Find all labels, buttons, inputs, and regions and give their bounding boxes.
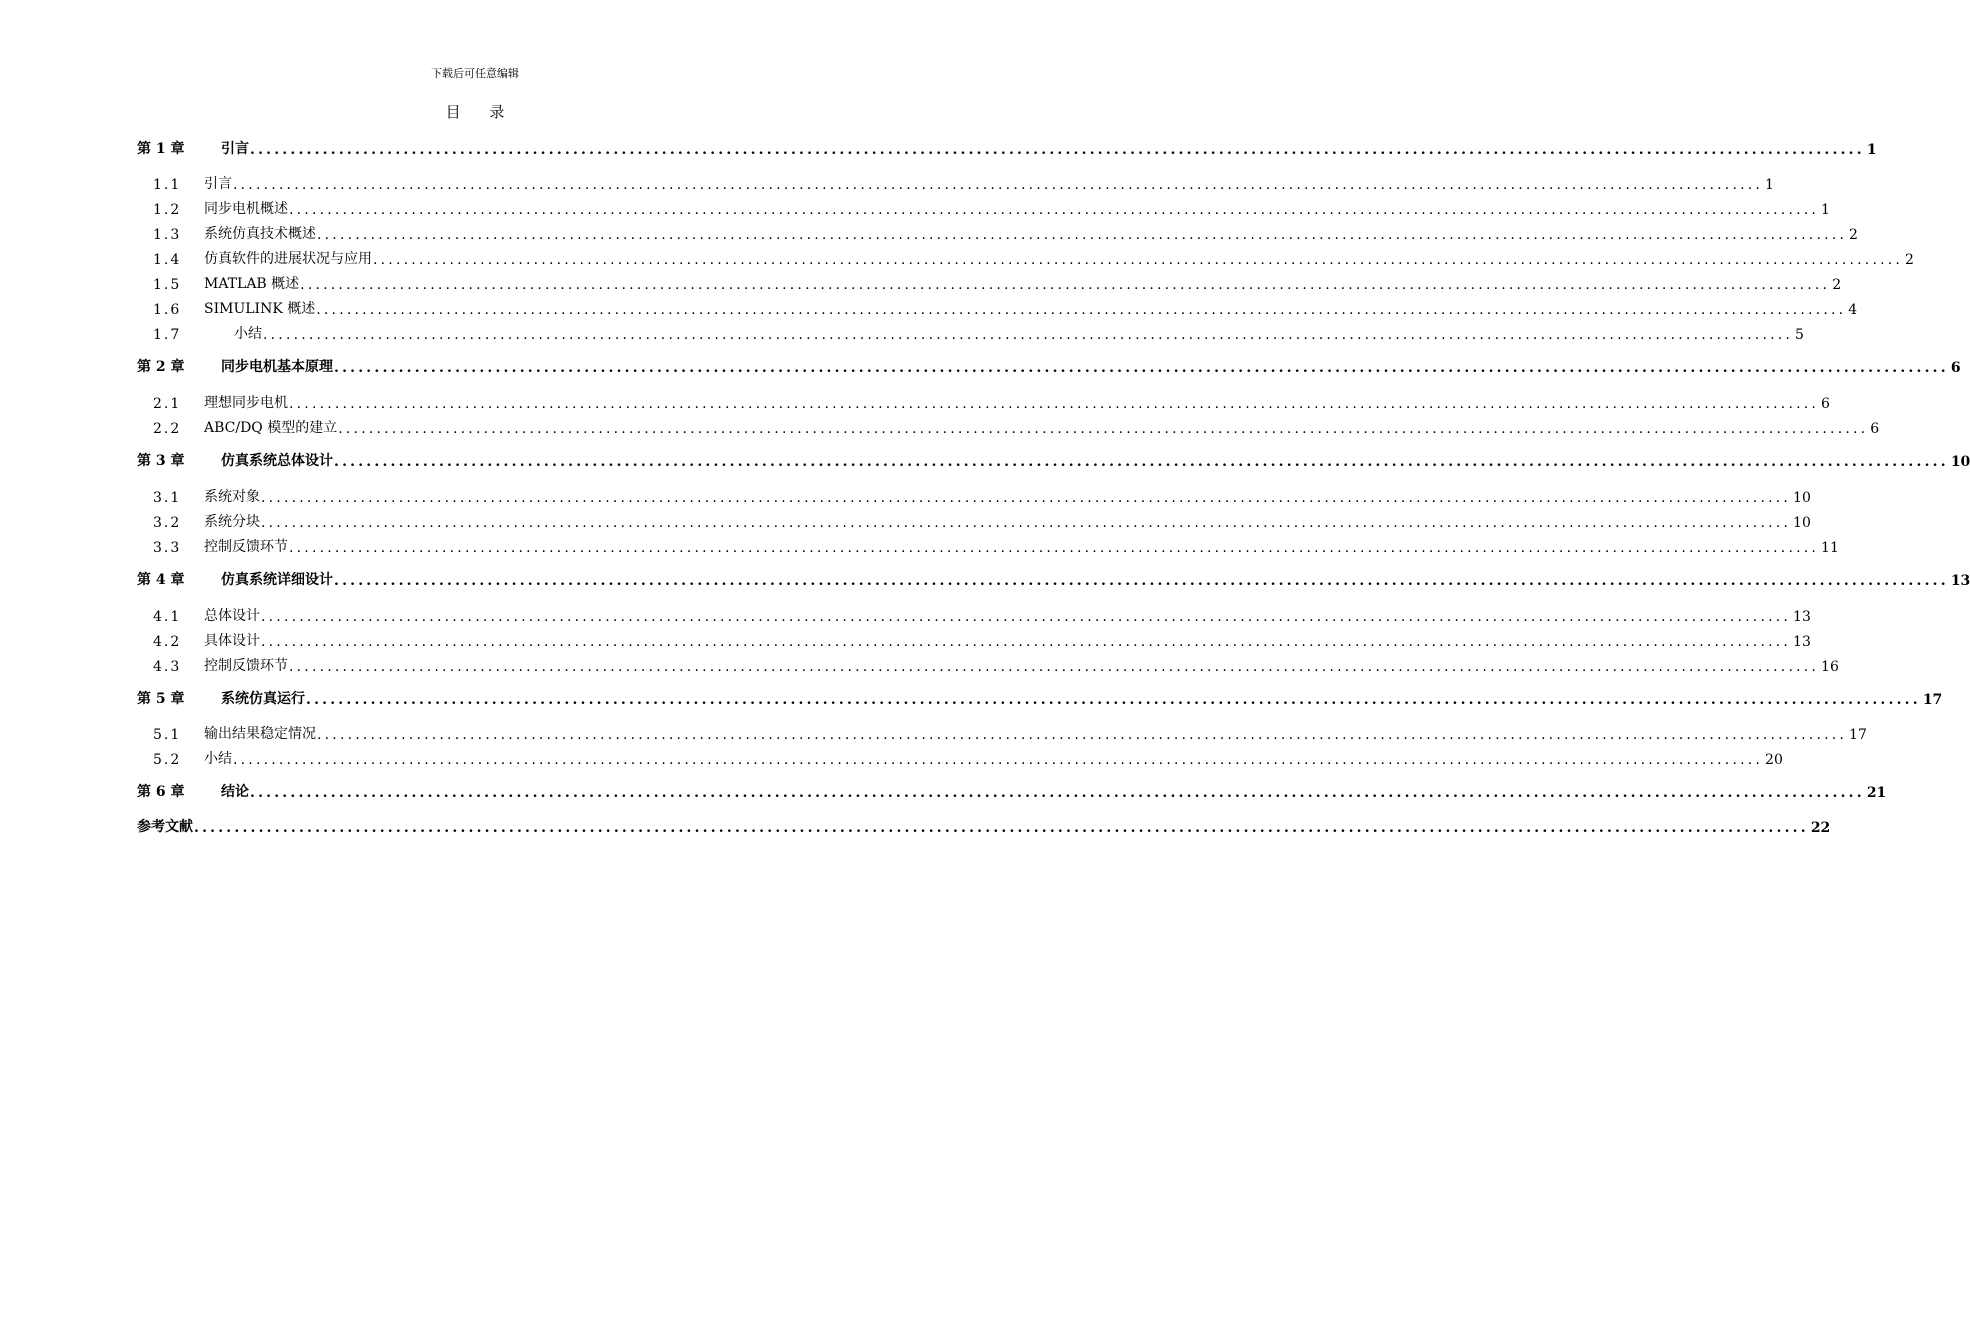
toc-leader-dots: ........................................................................................................................................................................................................ (250, 142, 1865, 158)
toc-leader-dots: ........................................................................................................................................................................................................ (250, 785, 1865, 801)
toc-leader-dots: ........................................................................................................................................................................................................ (194, 820, 1809, 836)
toc-label: 仿真软件的进展状况与应用 (204, 251, 372, 267)
toc-number: 1.1 (153, 177, 182, 193)
toc-section-4-2[interactable] (137, 628, 1811, 650)
toc-section-4-3[interactable] (137, 653, 1839, 675)
toc-number: 第 2 章 (137, 359, 185, 375)
toc-page-number: 20 (1765, 752, 1783, 768)
toc-leader-dots: ........................................................................................................................................................................................................ (338, 421, 1869, 437)
toc-page-number: 22 (1810, 820, 1831, 836)
toc-leader-dots: ........................................................................................................................................................................................................ (261, 490, 1792, 506)
toc-section-1-6[interactable] (137, 296, 1858, 318)
page-title: 目 录 (445, 103, 517, 121)
toc-label: 系统分块 (204, 514, 260, 530)
toc-label: 总体设计 (204, 608, 260, 624)
toc-section-1-7[interactable] (137, 321, 1804, 343)
toc-chapter-6[interactable] (137, 779, 1887, 801)
toc-page-number: 1 (1821, 202, 1830, 218)
toc-label: 输出结果稳定情况 (204, 726, 316, 742)
toc-label: 结论 (221, 784, 249, 800)
toc-number: 1.7 (153, 327, 182, 343)
toc-leader-dots: ........................................................................................................................................................................................................ (233, 177, 1764, 193)
toc-page-number: 2 (1905, 252, 1914, 268)
toc-leader-dots: ........................................................................................................................................................................................................ (300, 277, 1831, 293)
toc-number: 1.4 (153, 252, 182, 268)
toc-chapter-3[interactable] (137, 448, 1970, 470)
toc-section-5-1[interactable] (137, 721, 1867, 743)
toc-number: 5.2 (153, 752, 182, 768)
toc-label: 同步电机概述 (204, 201, 288, 217)
toc-number: 第 3 章 (137, 453, 185, 469)
toc-section-4-1[interactable] (137, 603, 1811, 625)
toc-page-number: 2 (1832, 277, 1842, 293)
toc-label: 系统对象 (204, 489, 260, 505)
toc-page-number: 17 (1922, 692, 1943, 708)
toc-page-number: 6 (1821, 396, 1830, 412)
toc-leader-dots: ........................................................................................................................................................................................................ (334, 454, 1949, 470)
toc-chapter-2[interactable] (137, 354, 1961, 376)
toc-leader-dots: ........................................................................................................................................................................................................ (316, 302, 1847, 318)
toc-section-3-1[interactable] (137, 484, 1811, 506)
toc-number: 2.2 (153, 421, 182, 437)
toc-number: 1.3 (153, 227, 182, 243)
toc-section-1-2[interactable] (137, 196, 1830, 218)
toc-leader-dots: ........................................................................................................................................................................................................ (263, 327, 1794, 343)
toc-label: 引言 (221, 141, 249, 157)
toc-page-number: 1 (1866, 142, 1877, 158)
toc-number: 2.1 (153, 396, 182, 412)
toc-number: 3.3 (153, 540, 182, 556)
toc-page-number: 10 (1793, 515, 1811, 531)
toc-page-number: 10 (1950, 454, 1970, 470)
toc-number: 3.2 (153, 515, 182, 531)
toc-chapter-1[interactable] (137, 136, 1877, 158)
toc-number: 1.2 (153, 202, 182, 218)
toc-page-number: 10 (1793, 490, 1811, 506)
toc-label: 系统仿真技术概述 (204, 226, 316, 242)
toc-page-number: 17 (1849, 727, 1867, 743)
toc-label: SIMULINK 概述 (204, 301, 316, 317)
toc-leader-dots: ........................................................................................................................................................................................................ (334, 573, 1949, 589)
toc-page-number: 6 (1870, 421, 1880, 437)
toc-page-number: 13 (1793, 634, 1811, 650)
toc-number: 第 1 章 (137, 141, 185, 157)
toc-leader-dots: ........................................................................................................................................................................................................ (373, 252, 1904, 268)
toc-label: 控制反馈环节 (204, 658, 288, 674)
toc-number: 4.1 (153, 609, 182, 625)
toc-number: 3.1 (153, 490, 182, 506)
toc-section-5-2[interactable] (137, 746, 1783, 768)
toc-page-number: 5 (1795, 327, 1804, 343)
toc-leader-dots: ........................................................................................................................................................................................................ (306, 692, 1921, 708)
toc-page-number: 11 (1821, 540, 1839, 556)
toc-number: 第 4 章 (137, 572, 185, 588)
toc-number: 第 6 章 (137, 784, 185, 800)
toc-leader-dots: ........................................................................................................................................................................................................ (317, 727, 1848, 743)
toc-number: 1.5 (153, 277, 182, 293)
toc-leader-dots: ........................................................................................................................................................................................................ (261, 515, 1792, 531)
toc-chapter-5[interactable] (137, 686, 1943, 708)
toc-label: MATLAB 概述 (204, 276, 300, 292)
toc-page-number: 4 (1848, 302, 1858, 318)
toc-chapter-4[interactable] (137, 567, 1970, 589)
toc-section-3-2[interactable] (137, 509, 1811, 531)
toc-label: 小结 (204, 751, 232, 767)
toc-leader-dots: ........................................................................................................................................................................................................ (261, 634, 1792, 650)
toc-section-3-3[interactable] (137, 534, 1839, 556)
toc-page-number: 21 (1866, 785, 1887, 801)
toc-page-number: 13 (1950, 573, 1970, 589)
toc-section-1-5[interactable] (137, 271, 1842, 293)
toc-label: 系统仿真运行 (221, 691, 305, 707)
toc-label: 参考文献 (137, 819, 193, 835)
toc-page-number: 1 (1765, 177, 1774, 193)
toc-label: 理想同步电机 (204, 395, 288, 411)
toc-label: 引言 (204, 176, 232, 192)
toc-leader-dots: ........................................................................................................................................................................................................ (334, 360, 1949, 376)
toc-leader-dots: ........................................................................................................................................................................................................ (289, 540, 1820, 556)
toc-label: 小结 (234, 326, 262, 342)
toc-section-1-1[interactable] (137, 171, 1774, 193)
toc-number: 4.3 (153, 659, 182, 675)
toc-leader-dots: ........................................................................................................................................................................................................ (317, 227, 1848, 243)
toc-leader-dots: ........................................................................................................................................................................................................ (261, 609, 1792, 625)
page-header: 下载后可任意编辑 (431, 67, 519, 80)
toc-label: 仿真系统详细设计 (221, 572, 333, 588)
toc-number: 5.1 (153, 727, 182, 743)
toc-page-number: 2 (1849, 227, 1858, 243)
toc-leader-dots: ........................................................................................................................................................................................................ (233, 752, 1764, 768)
toc-page-number: 13 (1793, 609, 1811, 625)
toc-references[interactable] (137, 814, 1831, 836)
toc-section-1-4[interactable] (137, 246, 1914, 268)
toc-label: 控制反馈环节 (204, 539, 288, 555)
toc-section-1-3[interactable] (137, 221, 1858, 243)
toc-leader-dots: ........................................................................................................................................................................................................ (289, 659, 1820, 675)
toc-section-2-1[interactable] (137, 390, 1830, 412)
toc-leader-dots: ........................................................................................................................................................................................................ (289, 396, 1820, 412)
toc-label: 具体设计 (204, 633, 260, 649)
toc-section-2-2[interactable] (137, 415, 1880, 437)
toc-label: 仿真系统总体设计 (221, 453, 333, 469)
toc-page-number: 6 (1950, 360, 1961, 376)
toc-number: 第 5 章 (137, 691, 185, 707)
toc-number: 1.6 (153, 302, 182, 318)
toc-number: 4.2 (153, 634, 182, 650)
toc-leader-dots: ........................................................................................................................................................................................................ (289, 202, 1820, 218)
toc-page-number: 16 (1821, 659, 1839, 675)
toc-label: ABC/DQ 模型的建立 (204, 420, 338, 436)
toc-label: 同步电机基本原理 (221, 359, 333, 375)
